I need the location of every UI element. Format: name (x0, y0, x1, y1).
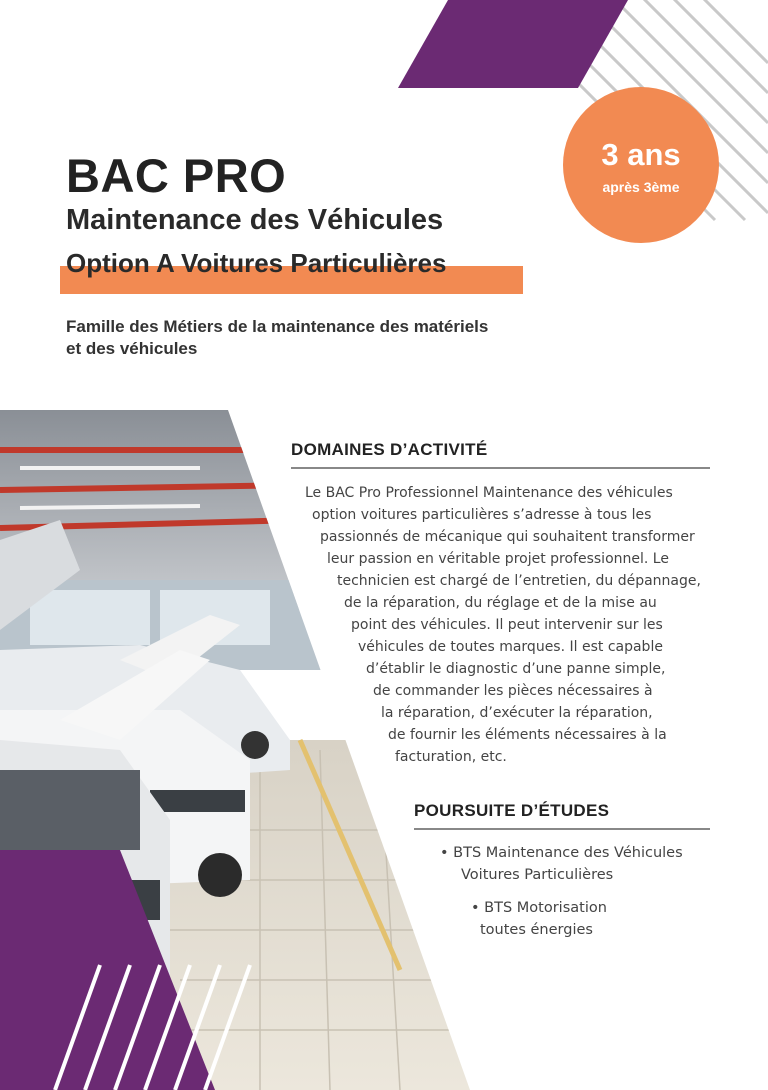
domaines-line: d’établir le diagnostic d’une panne simple, (366, 661, 666, 677)
famille-line: et des véhicules (66, 339, 198, 358)
domaines-line: option voitures particulières s’adresse à tous les (312, 507, 652, 523)
page-subtitle: Maintenance des Véhicules (66, 204, 444, 236)
domaines-heading: DOMAINES D’ACTIVITÉ (291, 440, 488, 459)
poursuite-rule (414, 828, 710, 830)
domaines-line: la réparation, d’exécuter la réparation, (381, 705, 653, 721)
poursuite-heading: POURSUITE D’ÉTUDES (414, 801, 610, 820)
domaines-line: technicien est chargé de l’entretien, du dépannage, (337, 573, 701, 589)
poursuite-item-cont: Voitures Particulières (461, 867, 614, 883)
domaines-line: de commander les pièces nécessaires à (373, 683, 653, 699)
duration-subtext: après 3ème (602, 179, 680, 195)
poursuite-item-cont: toutes énergies (480, 922, 593, 938)
domaines-line: Le BAC Pro Professionnel Maintenance des véhicules (305, 485, 673, 501)
domaines-rule (291, 467, 710, 469)
page-title: BAC PRO (66, 149, 287, 202)
famille-text (66, 316, 586, 360)
poursuite-item: • BTS Motorisation (471, 900, 607, 916)
domaines-line: véhicules de toutes marques. Il est capable (358, 639, 663, 655)
domaines-line: facturation, etc. (395, 749, 507, 765)
duration-value: 3 ans (601, 137, 681, 172)
purple-parallelogram (398, 0, 628, 88)
poursuite-item: • BTS Maintenance des Véhicules (440, 845, 683, 861)
option-label: Option A Voitures Particulières (66, 248, 447, 278)
domaines-line: passionnés de mécanique qui souhaitent transformer (320, 529, 695, 545)
famille-line: Famille des Métiers de la maintenance des matériels (66, 317, 489, 336)
domaines-line: de la réparation, du réglage et de la mise au (344, 595, 657, 611)
duration-badge (563, 87, 719, 243)
domaines-line: point des véhicules. Il peut intervenir sur les (351, 617, 663, 633)
domaines-line: leur passion en véritable projet professionnel. Le (327, 551, 669, 567)
domaines-line: de fournir les éléments nécessaires à la (388, 727, 667, 743)
